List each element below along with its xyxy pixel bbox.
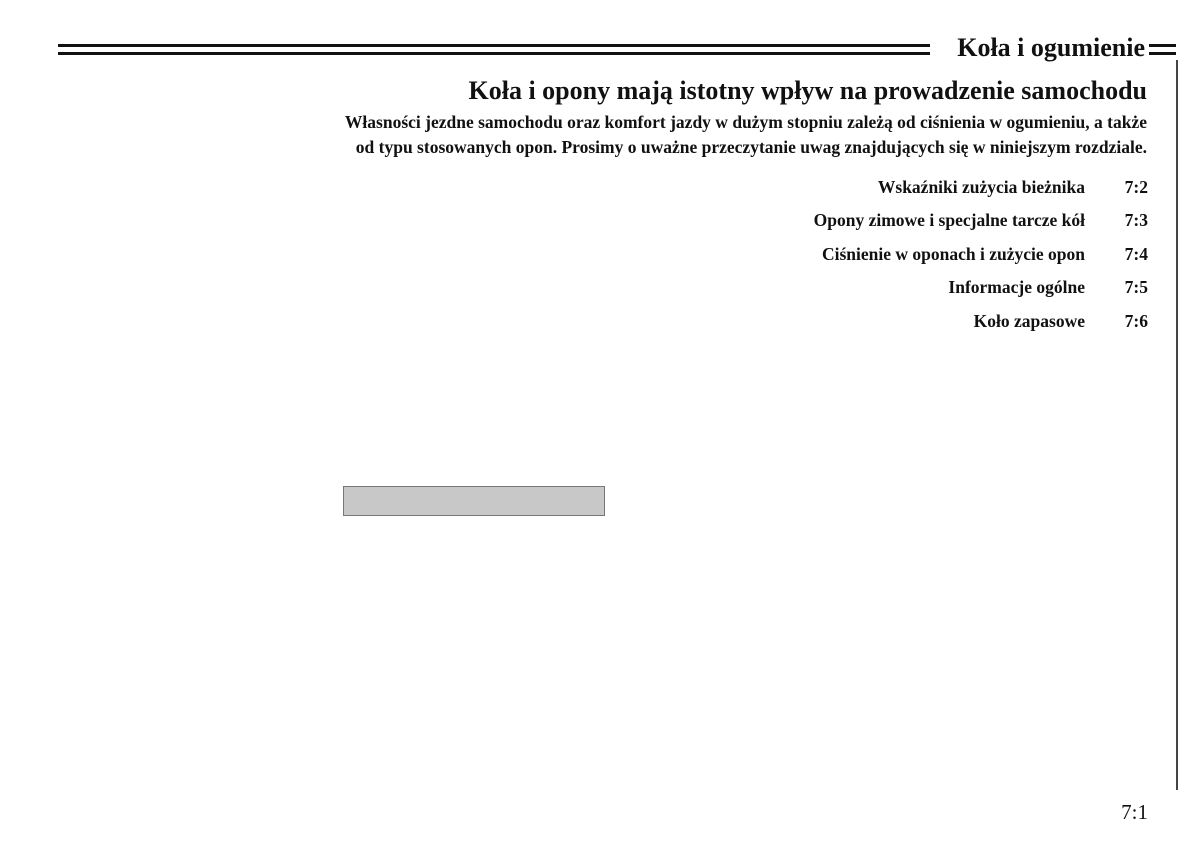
page-number: 7:1	[1121, 800, 1148, 824]
intro-line-2: od typu stosowanych opon. Prosimy o uważne przeczytanie uwag znajdujących się w niniejszym rozdziale.	[355, 137, 1147, 157]
section-item-page[interactable]: 7:3	[1124, 210, 1148, 230]
section-item-label[interactable]: Koło zapasowe	[973, 311, 1085, 331]
section-item-label[interactable]: Wskaźniki zużycia bieżnika	[877, 177, 1085, 197]
intro-paragraph	[127, 110, 1147, 160]
header-tick-bottom	[1149, 52, 1176, 55]
header-rule-top	[58, 44, 930, 47]
section-item-page[interactable]: 7:2	[1124, 177, 1148, 197]
section-item-label[interactable]: Ciśnienie w oponach i zużycie opon	[821, 244, 1085, 264]
section-item-page[interactable]: 7:4	[1124, 244, 1148, 264]
section-item-label[interactable]: Opony zimowe i specjalne tarcze kół	[813, 210, 1085, 230]
section-item-page[interactable]: 7:5	[1124, 277, 1148, 297]
header-tick-top	[1149, 44, 1176, 47]
page-edge-rule	[1176, 60, 1178, 790]
intro-line-1: Własności jezdne samochodu oraz komfort jazdy w dużym stopniu zależą od ciśnienia w ogumieniu, a także	[344, 112, 1147, 132]
header-rule-bottom	[58, 52, 930, 55]
section-item-label[interactable]: Informacje ogólne	[948, 277, 1085, 297]
chapter-headline: Koła i opony mają istotny wpływ na prowadzenie samochodu	[468, 76, 1147, 105]
section-item-page[interactable]: 7:6	[1124, 311, 1148, 331]
toc-active-highlight	[343, 486, 605, 516]
chapter-title: Koła i ogumienie	[957, 33, 1145, 62]
